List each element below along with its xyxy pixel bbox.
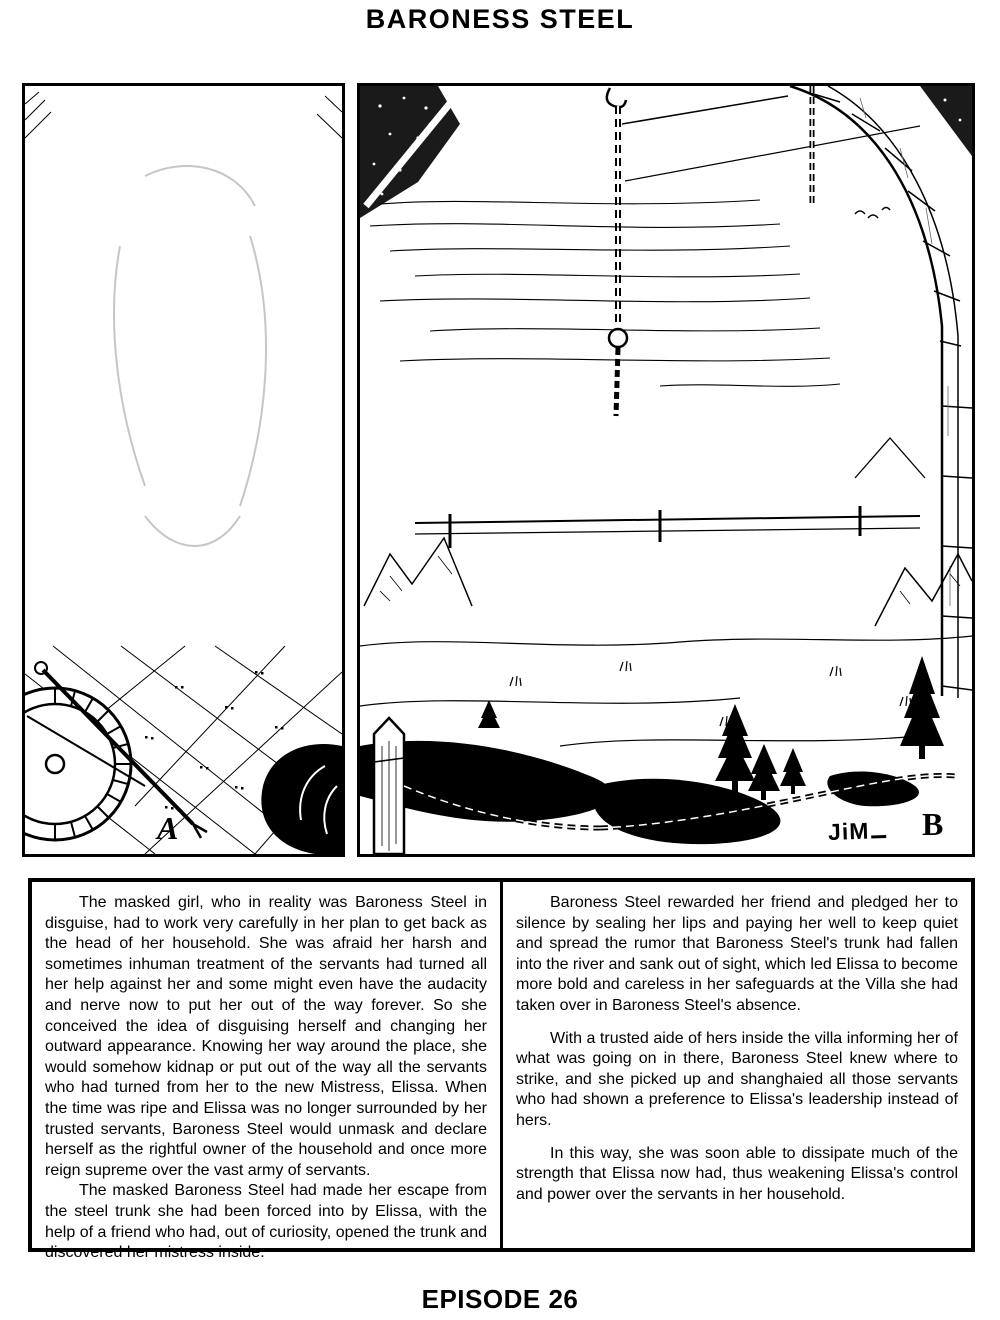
- story-paragraph: The masked Baroness Steel had made her escape from the steel trunk she had been forced into by Elissa, with the help of a friend who had, out of curiosity, opened the trunk and discovered her mistress inside.: [45, 1182, 487, 1262]
- story-paragraph: With a trusted aide of hers inside the villa informing her of what was going on in there, Baroness Steel knew where to strike, and she picked up and shanghaied all those servants who had shown a preference to Elissa's leadership instead of hers.: [516, 1029, 958, 1129]
- artist-signature-text: JiM: [827, 817, 870, 846]
- panel-a: [22, 83, 345, 857]
- panel-b: [357, 83, 975, 857]
- story-paragraph: In this way, she was soon able to dissipate much of the strength that Elissa now had, thus weakening Elissa's control and power over the servants in her household.: [516, 1144, 958, 1203]
- panel-b-artwork: [360, 86, 972, 854]
- panel-b-label: B: [922, 806, 944, 842]
- page-title: BARONESS STEEL: [365, 4, 635, 34]
- panel-a-artwork: [25, 86, 342, 854]
- signature-underline-stroke: [871, 835, 886, 839]
- episode-label: EPISODE 26: [421, 1284, 579, 1314]
- story-paragraph: The masked girl, who in reality was Baroness Steel in disguise, had to work very carefully in her plan to get back as the head of her household. She was afraid her harsh and sometimes inhuman treatment of the servants had turned all her help against her and some might even have the audacity and nerve now to put her out of the way forever. So she conceived the idea of disguising herself and changing her outward appearance. Knowing her way around the place, she would somehow kidnap or put out of the way all the servants who had turned from her to the new Mistress, Elissa. When the time was ripe and Elissa was no longer surrounded by her trusted servants, Baroness Steel would unmask and declare herself as the rightful owner of the household and once more reign supreme over the vast army of servants.: [45, 894, 487, 1179]
- story-paragraph: Baroness Steel rewarded her friend and pledged her to silence by sealing her lips and paying her well to keep quiet and spread the rumor that Baroness Steel's trunk had fallen into the river and sank out of sight, which led Elissa to become more bold and careless in her safeguards at the Villa she had taken over in Baroness Steel's absence.: [516, 894, 959, 1014]
- story-box: [28, 878, 975, 1262]
- story-column-left: [32, 882, 500, 1262]
- artist-signature: [828, 817, 887, 846]
- panel-a-label: A: [157, 810, 179, 846]
- story-column-right: [503, 882, 971, 1248]
